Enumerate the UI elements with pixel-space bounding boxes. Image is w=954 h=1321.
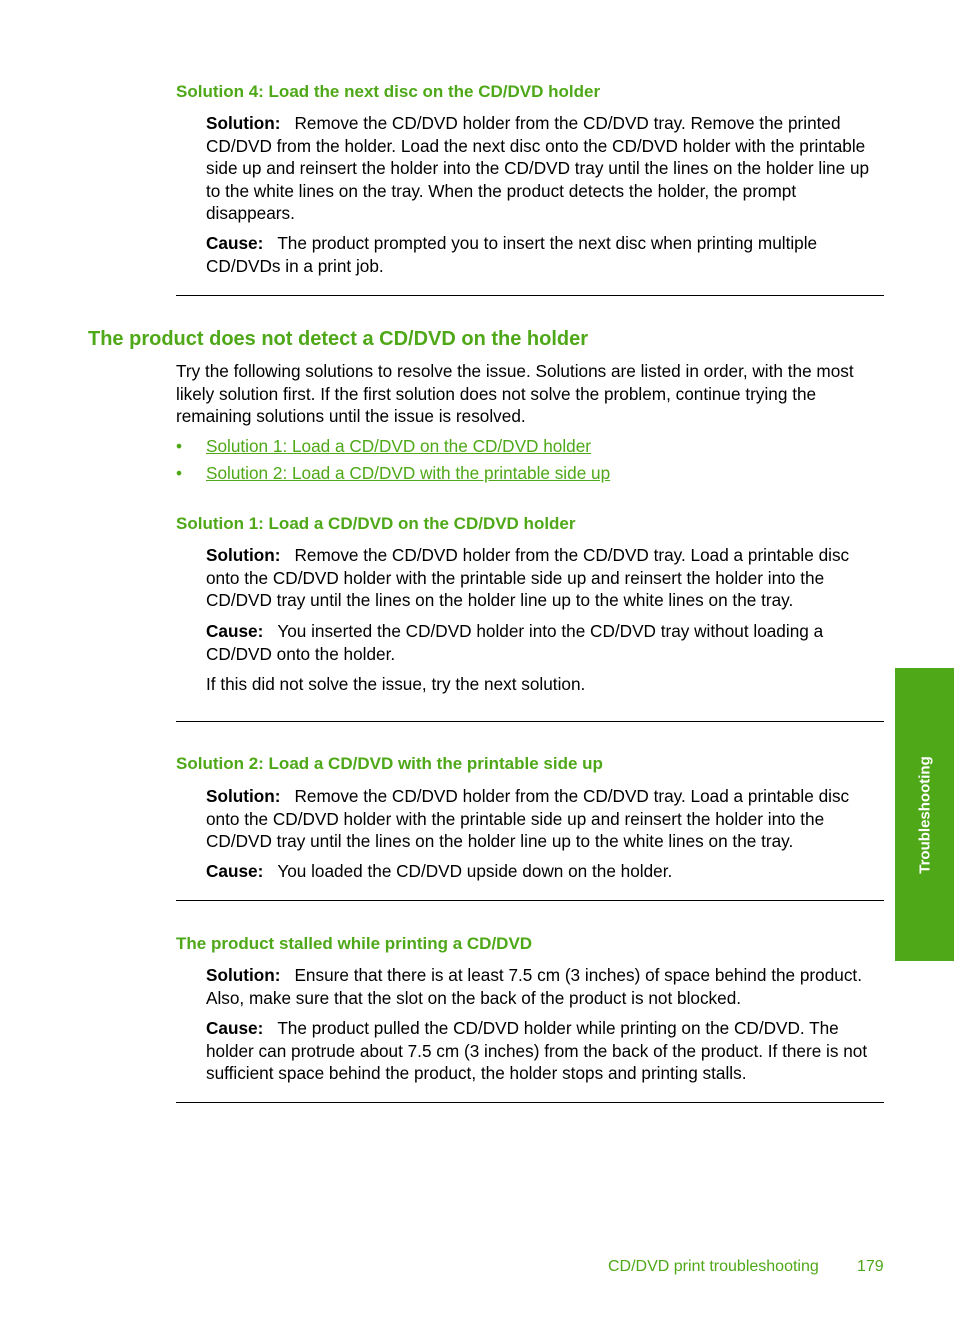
detect-section-heading: The product does not detect a CD/DVD on the holder bbox=[88, 328, 589, 350]
divider bbox=[176, 1102, 884, 1103]
section-side-tab bbox=[895, 668, 954, 961]
cause-text: You inserted the CD/DVD holder into the CD/DVD tray without loading a CD/DVD onto the holder. bbox=[206, 621, 824, 664]
detect-intro: Try the following solutions to resolve the issue. Solutions are listed in order, with the most likely solution first. If the first solution does not solve the problem, continue trying the remaining solutions until the issue is resolved. bbox=[176, 361, 854, 426]
solution-label: Solution: bbox=[206, 965, 281, 985]
cause-label: Cause: bbox=[206, 621, 264, 641]
link-solution-2[interactable]: Solution 2: Load a CD/DVD with the printable side up bbox=[206, 463, 611, 483]
footer-section-title: CD/DVD print troubleshooting bbox=[608, 1258, 819, 1275]
divider bbox=[176, 900, 884, 901]
solution-1-solution bbox=[206, 544, 886, 612]
stalled-heading: The product stalled while printing a CD/DVD bbox=[176, 934, 533, 953]
solution-1-heading: Solution 1: Load a CD/DVD on the CD/DVD holder bbox=[176, 514, 576, 533]
solution-text: Remove the CD/DVD holder from the CD/DVD tray. Load a printable disc onto the CD/DVD holder with the printable side up and reinsert the holder into the CD/DVD tray until the lines on the holder line up to the white lines on the tray. bbox=[206, 786, 850, 851]
cause-label: Cause: bbox=[206, 861, 264, 881]
solution-2-cause bbox=[206, 860, 886, 883]
solution-label: Solution: bbox=[206, 786, 281, 806]
solution-text: Remove the CD/DVD holder from the CD/DVD tray. Load a printable disc onto the CD/DVD holder with the printable side up and reinsert the holder into the CD/DVD tray until the lines on the holder line up to the white lines on the tray. bbox=[206, 545, 850, 610]
stalled-solution bbox=[206, 964, 886, 1009]
solution-2-heading: Solution 2: Load a CD/DVD with the printable side up bbox=[176, 754, 603, 773]
cause-text: The product pulled the CD/DVD holder while printing on the CD/DVD. The holder can protrude about 7.5 cm (3 inches) from the back of the product. If there is not sufficient space behind the product, the holder stops and printing stalls. bbox=[206, 1018, 868, 1083]
solution-1-next: If this did not solve the issue, try the next solution. bbox=[206, 674, 586, 694]
link-solution-1[interactable]: Solution 1: Load a CD/DVD on the CD/DVD holder bbox=[206, 436, 592, 456]
solution-label: Solution: bbox=[206, 545, 281, 565]
cause-text: You loaded the CD/DVD upside down on the holder. bbox=[277, 861, 673, 881]
solution-text: Ensure that there is at least 7.5 cm (3 inches) of space behind the product. Also, make sure that the slot on the back of the product is not blocked. bbox=[206, 965, 862, 1008]
solution-text: Remove the CD/DVD holder from the CD/DVD tray. Remove the printed CD/DVD from the holder. Load the next disc onto the CD/DVD holder with the printable side up and reinsert the holder into the CD/DVD tray until the lines on the holder line up to the white lines on the tray. When the product detects the holder, the prompt disappears. bbox=[206, 113, 870, 223]
bullet: • bbox=[176, 463, 183, 483]
solution-1-cause bbox=[206, 620, 886, 665]
divider bbox=[176, 295, 884, 296]
solution-4-cause bbox=[206, 232, 886, 277]
solution-4-heading: Solution 4: Load the next disc on the CD/DVD holder bbox=[176, 82, 601, 101]
stalled-cause bbox=[206, 1017, 886, 1085]
cause-text: The product prompted you to insert the next disc when printing multiple CD/DVDs in a print job. bbox=[206, 233, 818, 276]
cause-label: Cause: bbox=[206, 233, 264, 253]
cause-label: Cause: bbox=[206, 1018, 264, 1038]
solution-4-solution bbox=[206, 112, 886, 225]
solution-2-solution bbox=[206, 785, 886, 853]
side-tab-label: Troubleshooting bbox=[916, 755, 933, 874]
solution-label: Solution: bbox=[206, 113, 281, 133]
divider bbox=[176, 721, 884, 722]
page-number: 179 bbox=[857, 1258, 884, 1275]
bullet: • bbox=[176, 436, 183, 456]
